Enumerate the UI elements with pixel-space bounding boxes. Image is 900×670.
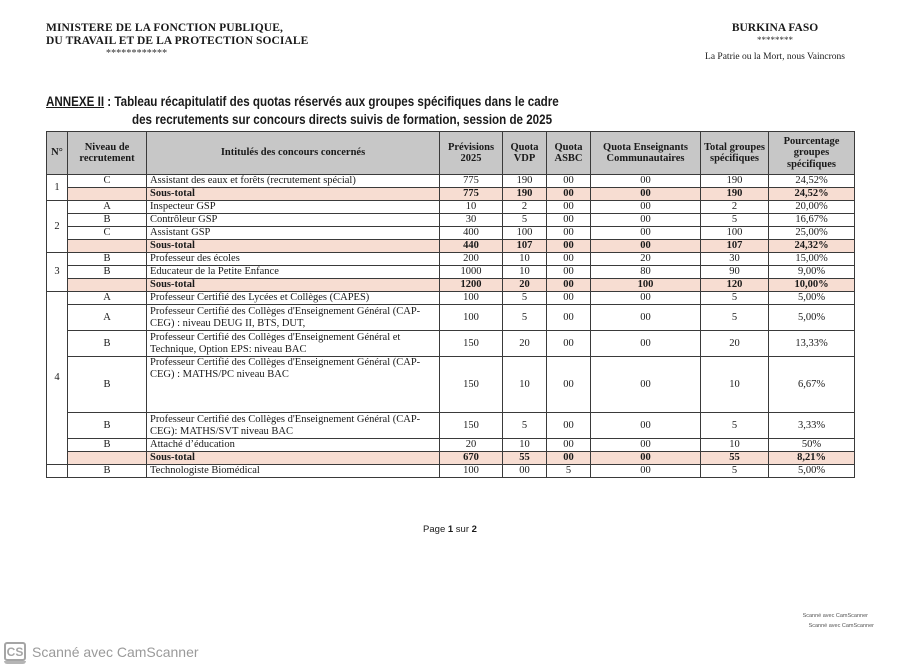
cell-enseignants: 00: [591, 292, 701, 305]
cell-asbc: 00: [547, 266, 591, 279]
cell-asbc: 00: [547, 413, 591, 439]
cell-intitule: Inspecteur GSP: [147, 201, 440, 214]
cell-asbc: 00: [547, 175, 591, 188]
cell-vdp: 10: [503, 357, 547, 413]
cell-enseignants: 00: [591, 413, 701, 439]
col-header-niveau: Niveau de recrutement: [68, 132, 147, 175]
cell-intitule: Professeur Certifié des Lycées et Collèges (CAPES): [147, 292, 440, 305]
cell-previsions: 30: [440, 214, 503, 227]
col-header-previsions: Prévisions 2025: [440, 132, 503, 175]
group-number: 1: [47, 175, 68, 201]
cell-niveau: [68, 279, 147, 292]
national-motto: La Patrie ou la Mort, nous Vaincrons: [705, 52, 845, 62]
cell-pourcentage: 13,33%: [769, 331, 855, 357]
cell-total: 5: [701, 214, 769, 227]
table-row: [47, 331, 855, 357]
cell-vdp: 5: [503, 214, 547, 227]
cell-vdp: 2: [503, 201, 547, 214]
cell-intitule: Technologiste Biomédical: [147, 465, 440, 478]
cell-intitule: Assistant des eaux et forêts (recrutement spécial): [147, 175, 440, 188]
cell-previsions: 1000: [440, 266, 503, 279]
subtotal-row: [47, 279, 855, 292]
cell-pourcentage: 50%: [769, 439, 855, 452]
col-header-asbc: Quota ASBC: [547, 132, 591, 175]
camscanner-badge: [4, 642, 199, 661]
cell-intitule: Professeur Certifié des Collèges d'Enseignement Général (CAP-CEG): MATHS/SVT niveau BAC: [147, 413, 440, 439]
cell-niveau: B: [68, 214, 147, 227]
cell-total: 100: [701, 227, 769, 240]
table-row: [47, 357, 855, 413]
col-header-total: Total groupes spécifiques: [701, 132, 769, 175]
cell-asbc: 00: [547, 331, 591, 357]
cell-enseignants: 00: [591, 331, 701, 357]
ministry-header: [46, 22, 308, 59]
cell-intitule: Educateur de la Petite Enfance: [147, 266, 440, 279]
cell-vdp: 20: [503, 331, 547, 357]
cell-niveau: C: [68, 175, 147, 188]
col-header-vdp: Quota VDP: [503, 132, 547, 175]
title-line-2: des recrutements sur concours directs suivis de formation, session de 2025: [132, 112, 553, 127]
cell-intitule: Professeur Certifié des Collèges d'Enseignement Général et Technique, Option EPS: niveau BAC: [147, 331, 440, 357]
cell-total: 10: [701, 357, 769, 413]
table-row: [47, 201, 855, 214]
cell-vdp: 5: [503, 305, 547, 331]
ministry-separator: ************: [106, 48, 168, 59]
cell-previsions: 150: [440, 331, 503, 357]
subtotal-label: Sous-total: [147, 188, 440, 201]
subtotal-row: [47, 240, 855, 253]
cell-total: 120: [701, 279, 769, 292]
table-row: [47, 266, 855, 279]
cell-enseignants: 00: [591, 214, 701, 227]
group-number: 2: [47, 201, 68, 253]
cell-total: 10: [701, 439, 769, 452]
table-row: [47, 413, 855, 439]
cell-enseignants: 00: [591, 357, 701, 413]
cell-pourcentage: 24,52%: [769, 175, 855, 188]
cell-vdp: 55: [503, 452, 547, 465]
table-row: [47, 439, 855, 452]
cell-pourcentage: 5,00%: [769, 465, 855, 478]
cell-intitule: Assistant GSP: [147, 227, 440, 240]
cell-pourcentage: 25,00%: [769, 227, 855, 240]
cell-pourcentage: 16,67%: [769, 214, 855, 227]
cell-total: 55: [701, 452, 769, 465]
cell-vdp: 10: [503, 439, 547, 452]
annexe-label: ANNEXE II: [46, 94, 105, 109]
cell-asbc: 00: [547, 357, 591, 413]
cell-niveau: B: [68, 266, 147, 279]
group-number: 3: [47, 253, 68, 292]
scanner-watermark-line-2: Scanné avec CamScanner: [808, 623, 874, 629]
cell-niveau: B: [68, 331, 147, 357]
cell-pourcentage: 8,21%: [769, 452, 855, 465]
cell-enseignants: 100: [591, 279, 701, 292]
cell-niveau: C: [68, 227, 147, 240]
cell-total: 5: [701, 413, 769, 439]
cell-total: 90: [701, 266, 769, 279]
cell-previsions: 100: [440, 465, 503, 478]
cell-previsions: 775: [440, 175, 503, 188]
cell-asbc: 00: [547, 214, 591, 227]
subtotal-label: Sous-total: [147, 279, 440, 292]
cell-vdp: 100: [503, 227, 547, 240]
cell-niveau: B: [68, 253, 147, 266]
cell-enseignants: 00: [591, 240, 701, 253]
cell-enseignants: 80: [591, 266, 701, 279]
subtotal-label: Sous-total: [147, 452, 440, 465]
col-header-enseignants: Quota Enseignants Communautaires: [591, 132, 701, 175]
cell-vdp: 10: [503, 253, 547, 266]
cell-vdp: 5: [503, 413, 547, 439]
cell-asbc: 00: [547, 240, 591, 253]
camscanner-label: Scanné avec CamScanner: [32, 643, 199, 660]
col-header-pourcentage: Pourcentage groupes spécifiques: [769, 132, 855, 175]
cell-vdp: 190: [503, 175, 547, 188]
cell-niveau: [68, 188, 147, 201]
cell-total: 190: [701, 175, 769, 188]
table-row: [47, 175, 855, 188]
cell-intitule: Contrôleur GSP: [147, 214, 440, 227]
subtotal-label: Sous-total: [147, 240, 440, 253]
subtotal-row: [47, 188, 855, 201]
cell-asbc: 00: [547, 279, 591, 292]
cell-enseignants: 00: [591, 465, 701, 478]
cell-asbc: 00: [547, 452, 591, 465]
cell-total: 20: [701, 331, 769, 357]
cell-niveau: B: [68, 465, 147, 478]
cell-enseignants: 00: [591, 188, 701, 201]
cell-total: 5: [701, 292, 769, 305]
page-prefix: Page: [423, 524, 448, 535]
cell-pourcentage: 20,00%: [769, 201, 855, 214]
cell-enseignants: 00: [591, 175, 701, 188]
cell-niveau: B: [68, 413, 147, 439]
cell-niveau: A: [68, 201, 147, 214]
cell-niveau: A: [68, 305, 147, 331]
table-row: [47, 465, 855, 478]
cell-asbc: 5: [547, 465, 591, 478]
cell-enseignants: 00: [591, 227, 701, 240]
table-row: [47, 214, 855, 227]
cell-asbc: 00: [547, 305, 591, 331]
cell-niveau: A: [68, 292, 147, 305]
cell-previsions: 400: [440, 227, 503, 240]
page-total: 2: [471, 524, 477, 535]
cell-previsions: 775: [440, 188, 503, 201]
cell-vdp: 107: [503, 240, 547, 253]
cell-niveau: B: [68, 357, 147, 413]
cell-pourcentage: 9,00%: [769, 266, 855, 279]
cell-enseignants: 00: [591, 201, 701, 214]
cell-enseignants: 00: [591, 452, 701, 465]
cell-pourcentage: 6,67%: [769, 357, 855, 413]
country-header: [690, 22, 860, 63]
quota-table: [46, 131, 855, 478]
cell-pourcentage: 10,00%: [769, 279, 855, 292]
document-title: [46, 93, 743, 129]
scanner-watermark-line-1: Scanné avec CamScanner: [802, 613, 868, 619]
country-name: BURKINA FASO: [731, 22, 819, 34]
cell-total: 30: [701, 253, 769, 266]
table-row: [47, 253, 855, 266]
title-line-1: : Tableau récapitulatif des quotas réservés aux groupes spécifiques dans le cadre: [104, 94, 559, 109]
cell-previsions: 100: [440, 292, 503, 305]
cell-previsions: 100: [440, 305, 503, 331]
cell-previsions: 1200: [440, 279, 503, 292]
cell-asbc: 00: [547, 188, 591, 201]
cell-previsions: 150: [440, 413, 503, 439]
cell-previsions: 440: [440, 240, 503, 253]
scanner-watermark-small: [802, 611, 874, 631]
cell-vdp: 00: [503, 465, 547, 478]
subtotal-row: [47, 452, 855, 465]
page-indicator: [0, 524, 900, 535]
cell-pourcentage: 5,00%: [769, 292, 855, 305]
cell-niveau: B: [68, 439, 147, 452]
cell-pourcentage: 24,52%: [769, 188, 855, 201]
table-header-row: [47, 132, 855, 175]
ministry-line-1: MINISTERE DE LA FONCTION PUBLIQUE,: [46, 22, 283, 34]
cell-pourcentage: 5,00%: [769, 305, 855, 331]
cell-previsions: 200: [440, 253, 503, 266]
cell-asbc: 00: [547, 201, 591, 214]
cell-previsions: 670: [440, 452, 503, 465]
cell-total: 5: [701, 305, 769, 331]
cell-previsions: 10: [440, 201, 503, 214]
cell-vdp: 5: [503, 292, 547, 305]
table-row: [47, 227, 855, 240]
group-number: [47, 465, 68, 478]
cell-previsions: 150: [440, 357, 503, 413]
cell-intitule: Professeur des écoles: [147, 253, 440, 266]
cell-intitule: Attaché d’éducation: [147, 439, 440, 452]
cell-vdp: 10: [503, 266, 547, 279]
cell-pourcentage: 15,00%: [769, 253, 855, 266]
country-separator: ********: [757, 35, 793, 45]
cell-asbc: 00: [547, 253, 591, 266]
cell-niveau: [68, 452, 147, 465]
cell-enseignants: 00: [591, 439, 701, 452]
cell-enseignants: 20: [591, 253, 701, 266]
cell-total: 190: [701, 188, 769, 201]
cell-niveau: [68, 240, 147, 253]
page-separator: sur: [453, 524, 472, 535]
cell-total: 5: [701, 465, 769, 478]
col-header-intitule: Intitulés des concours concernés: [147, 132, 440, 175]
table-row: [47, 292, 855, 305]
cell-intitule: Professeur Certifié des Collèges d'Enseignement Général (CAP-CEG) : niveau DEUG II, BTS, DUT,: [147, 305, 440, 331]
cell-vdp: 20: [503, 279, 547, 292]
cell-total: 2: [701, 201, 769, 214]
camscanner-logo-icon: CS: [4, 642, 26, 661]
cell-asbc: 00: [547, 439, 591, 452]
cell-pourcentage: 24,32%: [769, 240, 855, 253]
cell-previsions: 20: [440, 439, 503, 452]
cell-total: 107: [701, 240, 769, 253]
cell-vdp: 190: [503, 188, 547, 201]
cell-asbc: 00: [547, 292, 591, 305]
col-header-no: N°: [47, 132, 68, 175]
table-row: [47, 305, 855, 331]
ministry-line-2: DU TRAVAIL ET DE LA PROTECTION SOCIALE: [46, 35, 309, 47]
page-current: 1: [447, 524, 454, 535]
cell-pourcentage: 3,33%: [769, 413, 855, 439]
cell-asbc: 00: [547, 227, 591, 240]
group-number: 4: [47, 292, 68, 465]
cell-enseignants: 00: [591, 305, 701, 331]
cell-intitule: Professeur Certifié des Collèges d'Enseignement Général (CAP-CEG) : MATHS/PC niveau BAC: [147, 357, 440, 413]
